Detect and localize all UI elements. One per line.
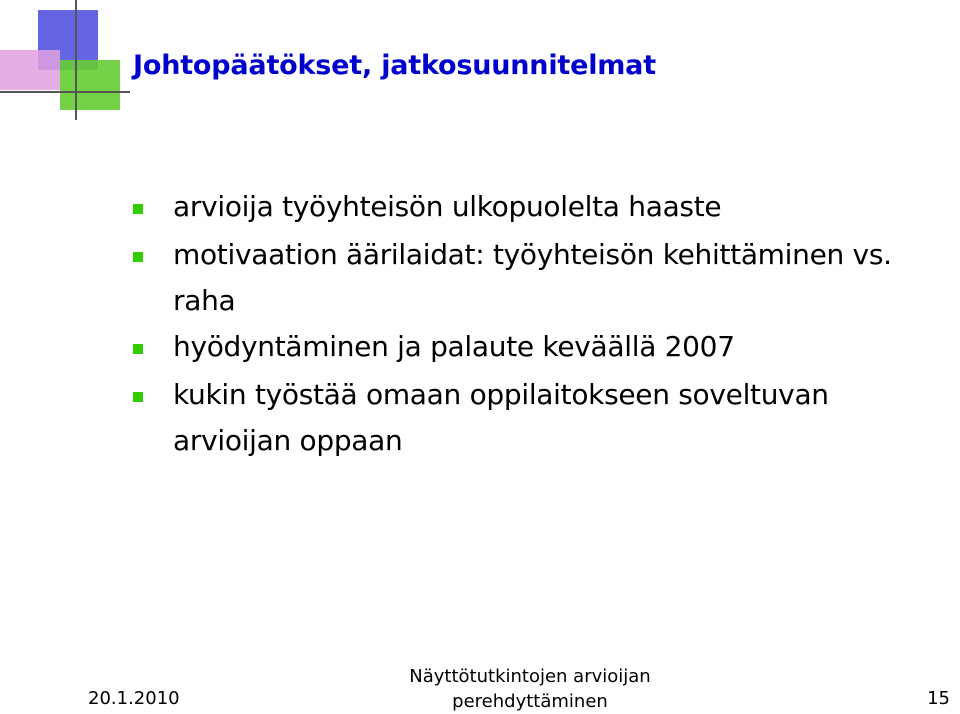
bullet-marker-icon <box>133 204 143 214</box>
bullet-item: arvioija työyhteisön ulkopuolelta haaste <box>173 190 722 223</box>
footer-title <box>380 664 680 714</box>
footer-title-line2: perehdyttäminen <box>452 691 608 712</box>
bullet-item: kukin työstää omaan oppilaitokseen soveltuvan arvioijan oppaan <box>173 378 829 457</box>
bullet-marker-icon <box>133 252 143 262</box>
footer-title-line1: Näyttötutkintojen arvioijan <box>409 666 651 687</box>
bullet-item: hyödyntäminen ja palaute keväällä 2007 <box>173 330 735 363</box>
bullet-marker-icon <box>133 344 143 354</box>
footer-date: 20.1.2010 <box>88 688 180 709</box>
slide-title: Johtopäätökset, jatkosuunnitelmat <box>133 50 656 81</box>
bullet-item: motivaation äärilaidat: työyhteisön kehittäminen vs. raha <box>173 238 892 317</box>
page-number: 15 <box>927 688 950 709</box>
bullet-marker-icon <box>133 392 143 402</box>
